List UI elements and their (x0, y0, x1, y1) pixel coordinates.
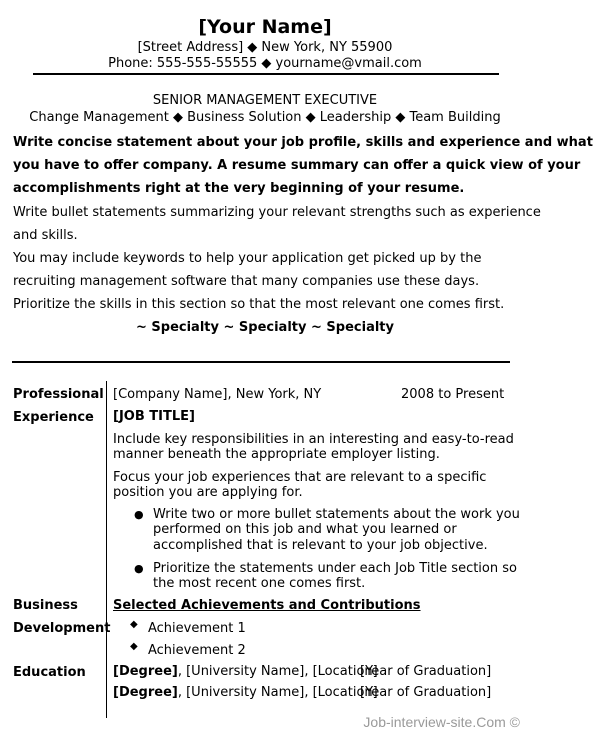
achievement-item: Achievement 1 (148, 621, 246, 636)
summary-line: You may include keywords to help your application get picked up by the (13, 251, 482, 266)
degree: [Degree] (113, 664, 178, 679)
specialty-line: ~ Specialty ~ Specialty ~ Specialty (135, 320, 394, 335)
experience-label: Experience (13, 410, 94, 425)
achievements-heading: Selected Achievements and Contributions (113, 598, 421, 613)
education-row (113, 685, 378, 700)
business-label: Development (13, 621, 111, 636)
bullet-line: accomplished that is relevant to your job objective. (153, 538, 488, 553)
summary-line: and skills. (13, 228, 78, 243)
summary-bold-line: Write concise statement about your job profile, skills and experience and what (13, 135, 593, 150)
bullet-icon: ● (134, 508, 144, 521)
section-divider (12, 361, 510, 363)
experience-label: Professional (13, 387, 104, 402)
responsibility-line: Include key responsibilities in an interesting and easy-to-read (113, 432, 514, 447)
education-label: Education (13, 665, 86, 680)
bullet-icon: ● (134, 562, 144, 575)
summary-title: SENIOR MANAGEMENT EXECUTIVE (152, 93, 378, 108)
bullet-line: performed on this job and what you learned or (153, 522, 457, 537)
focus-line: Focus your job experiences that are relevant to a specific (113, 470, 487, 485)
bullet-line: Write two or more bullet statements about the work you (153, 507, 520, 522)
skills-line: Change Management ◆ Business Solution ◆ Leadership ◆ Team Building (29, 110, 501, 125)
responsibility-line: manner beneath the appropriate employer listing. (113, 447, 440, 462)
bullet-line: Prioritize the statements under each Job Title section so (153, 561, 517, 576)
header-divider (33, 73, 499, 75)
education-row (113, 664, 378, 679)
company-line: [Company Name], New York, NY (113, 387, 322, 402)
university-location: , [University Name], [Location] (177, 685, 378, 700)
diamond-bullet-icon: ◆ (130, 619, 138, 630)
graduation-year: [Year of Graduation] (360, 685, 492, 700)
summary-bold-line: accomplishments right at the very beginning of your resume. (13, 181, 465, 196)
contact-line: Phone: 555-555-55555 ◆ yourname@vmail.com (108, 56, 422, 71)
summary-line: recruiting management software that many companies use these days. (13, 274, 480, 289)
degree: [Degree] (113, 685, 178, 700)
candidate-name: [Your Name] (198, 16, 332, 38)
university-location: , [University Name], [Location] (177, 664, 378, 679)
bullet-line: the most recent one comes first. (153, 576, 366, 591)
site-watermark: Job-interview-site.Com © (363, 714, 520, 730)
focus-line: position you are applying for. (113, 485, 303, 500)
address-line: [Street Address] ◆ New York, NY 55900 (137, 40, 393, 55)
summary-line: Prioritize the skills in this section so that the most relevant one comes first. (13, 297, 505, 312)
employment-dates: 2008 to Present (401, 387, 505, 402)
summary-bold-line: you have to offer company. A resume summary can offer a quick view of your (13, 158, 581, 173)
summary-line: Write bullet statements summarizing your relevant strengths such as experience (13, 205, 541, 220)
job-title: [JOB TITLE] (113, 409, 195, 424)
graduation-year: [Year of Graduation] (360, 664, 492, 679)
diamond-bullet-icon: ◆ (130, 641, 138, 652)
business-label: Business (13, 598, 78, 613)
column-divider (106, 381, 107, 718)
achievement-item: Achievement 2 (148, 643, 246, 658)
